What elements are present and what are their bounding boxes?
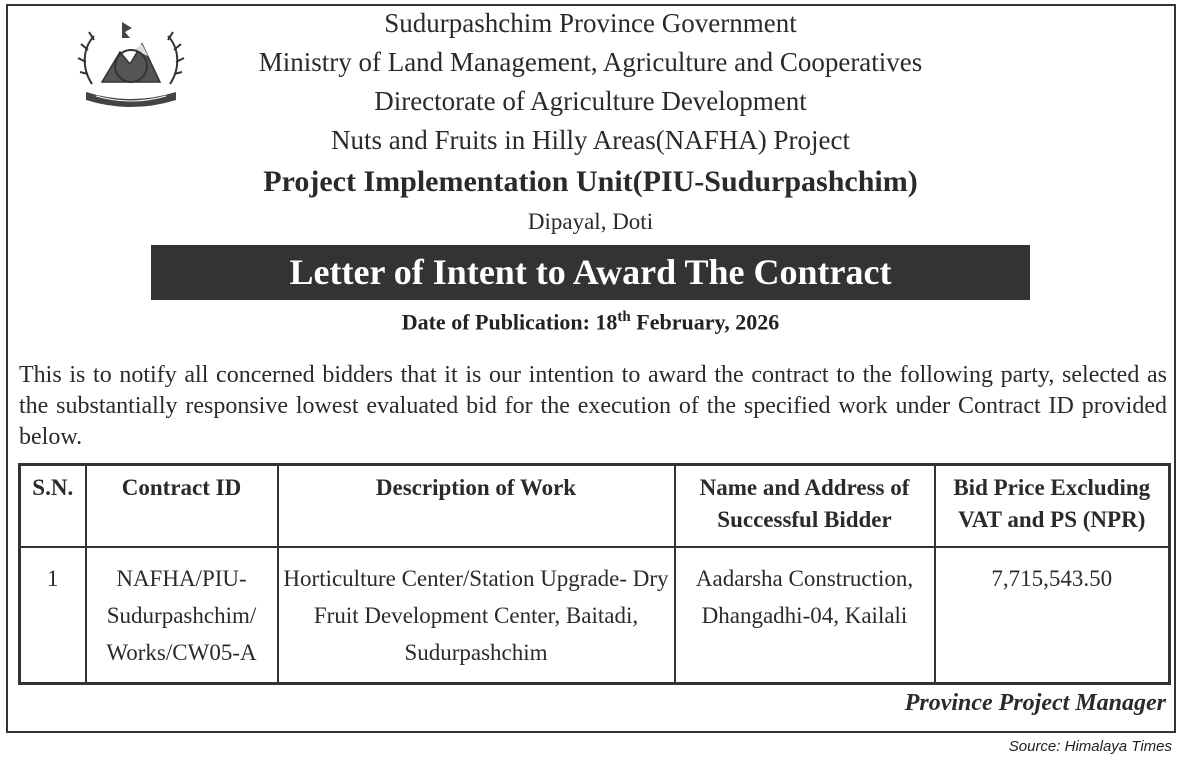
publication-date bbox=[0, 309, 1181, 335]
government-name: Sudurpashchim Province Government bbox=[384, 8, 797, 38]
ministry-name: Ministry of Land Management, Agriculture and Cooperatives bbox=[258, 47, 923, 77]
table-row bbox=[20, 547, 1170, 684]
unit-name: Project Implementation Unit(PIU-Sudurpashchim) bbox=[263, 165, 918, 198]
publication-date-rest: February, 2026 bbox=[630, 309, 780, 335]
notice-title: Letter of Intent to Award The Contract bbox=[151, 245, 1030, 300]
header-bidder: Name and Address of Successful Bidder bbox=[675, 465, 935, 548]
project-name: Nuts and Fruits in Hilly Areas(NAFHA) Project bbox=[331, 125, 850, 155]
office-location: Dipayal, Doti bbox=[527, 209, 654, 234]
publication-date-suffix: th bbox=[617, 309, 631, 325]
cell-contract-id: NAFHA/PIU-Sudurpashchim/ Works/CW05-A bbox=[86, 547, 278, 684]
directorate-name: Directorate of Agriculture Development bbox=[374, 86, 807, 116]
cell-description: Horticulture Center/Station Upgrade- Dry Fruit Development Center, Baitadi, Sudurpashchim bbox=[278, 547, 675, 684]
source-credit: Source: Himalaya Times bbox=[1008, 738, 1172, 755]
header-description: Description of Work bbox=[278, 465, 675, 548]
cell-price: 7,715,543.50 bbox=[935, 547, 1170, 684]
signatory: Province Project Manager bbox=[904, 690, 1166, 716]
cell-sn: 1 bbox=[20, 547, 86, 684]
notice-body: This is to notify all concerned bidders that it is our intention to award the contract to the following party, selected as the substantially responsive lowest evaluated bid for the execution of the specified work under Contract ID provided below. bbox=[19, 362, 1167, 450]
header-contract-id: Contract ID bbox=[86, 465, 278, 548]
award-table bbox=[18, 463, 1171, 685]
publication-date-label: Date of Publication: 18 bbox=[401, 309, 618, 335]
header-sn: S.N. bbox=[20, 465, 86, 548]
header-price: Bid Price Excluding VAT and PS (NPR) bbox=[935, 465, 1170, 548]
table-header-row bbox=[20, 465, 1170, 548]
cell-bidder: Aadarsha Construction, Dhangadhi-04, Kailali bbox=[675, 547, 935, 684]
